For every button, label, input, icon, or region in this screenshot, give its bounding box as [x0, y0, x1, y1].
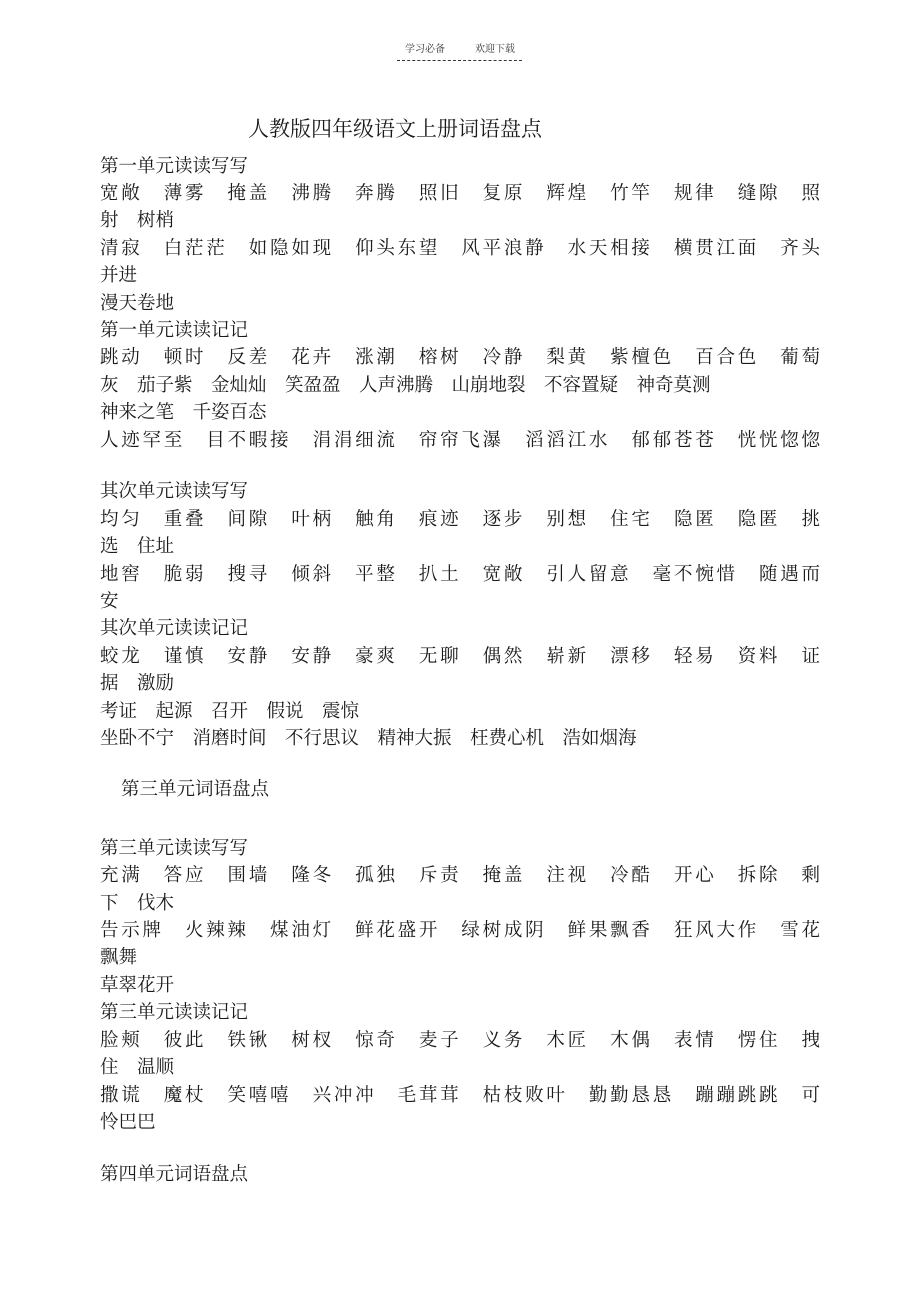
page-header	[0, 40, 920, 55]
document-title: 人教版四年级语文上册词语盘点	[248, 117, 542, 141]
word-line: 据 激励	[100, 673, 175, 694]
word-line: 跳动 顿时 反差 花卉 涨潮 榕树 冷静 梨黄 紫檀色 百合色 葡萄	[100, 347, 820, 368]
word-line: 清寂 白茫茫 如隐如现 仰头东望 风平浪静 水天相接 横贯江面 齐头	[100, 238, 820, 259]
word-line: 地窖 脆弱 搜寻 倾斜 平整 扒土 宽敞 引人留意 毫不惋惜 随遇而	[100, 564, 820, 585]
word-line: 人迹罕至 目不暇接 涓涓细流 帘帘飞瀑 滔滔江水 郁郁苍苍 恍恍惚惚	[100, 430, 820, 451]
word-line: 住 温顺	[100, 1057, 175, 1078]
word-line: 下 伐木	[100, 893, 175, 914]
word-line: 坐卧不宁 消磨时间 不行思议 精神大振 枉费心机 浩如烟海	[100, 728, 637, 749]
word-line: 脸颊 彼此 铁锹 树杈 惊奇 麦子 义务 木匠 木偶 表情 愣住 拽	[100, 1030, 820, 1051]
header-right-text: 欢迎下载	[475, 44, 515, 55]
section-heading: 其次单元读读写写	[100, 481, 249, 502]
word-line: 选 住址	[100, 536, 175, 557]
word-line: 均匀 重叠 间隙 叶柄 触角 痕迹 逐步 别想 住宅 隐匿 隐匿 挑	[100, 509, 820, 530]
section-heading: 其次单元读读记记	[100, 618, 249, 639]
section-heading: 第一单元读读记记	[100, 320, 249, 341]
word-line: 充满 答应 围墙 隆冬 孤独 斥责 掩盖 注视 冷酷 开心 拆除 剩	[100, 865, 820, 886]
header-rule	[397, 60, 522, 61]
word-line: 撒谎 魔杖 笑嘻嘻 兴冲冲 毛茸茸 枯枝败叶 勤勤恳恳 蹦蹦跳跳 可	[100, 1085, 820, 1106]
word-line: 安	[100, 591, 119, 612]
word-line: 漫天卷地	[100, 293, 175, 314]
unit-heading: 第四单元词语盘点	[100, 1164, 249, 1185]
word-line: 飘舞	[100, 947, 138, 968]
word-line: 神来之笔 千姿百态	[100, 402, 267, 423]
word-line: 草翠花开	[100, 975, 175, 996]
section-heading: 第三单元读读记记	[100, 1002, 249, 1023]
word-line: 考证 起源 召开 假说 震惊	[100, 701, 360, 722]
word-line: 蛟龙 谨慎 安静 安静 豪爽 无聊 偶然 崭新 漂移 轻易 资料 证	[100, 646, 820, 667]
word-line: 怜巴巴	[100, 1112, 156, 1133]
unit-heading: 第三单元词语盘点	[121, 779, 270, 800]
header-left-text: 学习必备	[405, 44, 445, 55]
word-line: 射 树梢	[100, 210, 175, 231]
word-line: 灰 茄子紫 金灿灿 笑盈盈 人声沸腾 山崩地裂 不容置疑 神奇莫测	[100, 375, 711, 396]
section-heading: 第三单元读读写写	[100, 838, 249, 859]
section-heading: 第一单元读读写写	[100, 156, 249, 177]
word-line: 并进	[100, 265, 138, 286]
word-line: 告示牌 火辣辣 煤油灯 鲜花盛开 绿树成阴 鲜果飘香 狂风大作 雪花	[100, 920, 820, 941]
word-line: 宽敞 薄雾 掩盖 沸腾 奔腾 照旧 复原 辉煌 竹竿 规律 缝隙 照	[100, 183, 820, 204]
